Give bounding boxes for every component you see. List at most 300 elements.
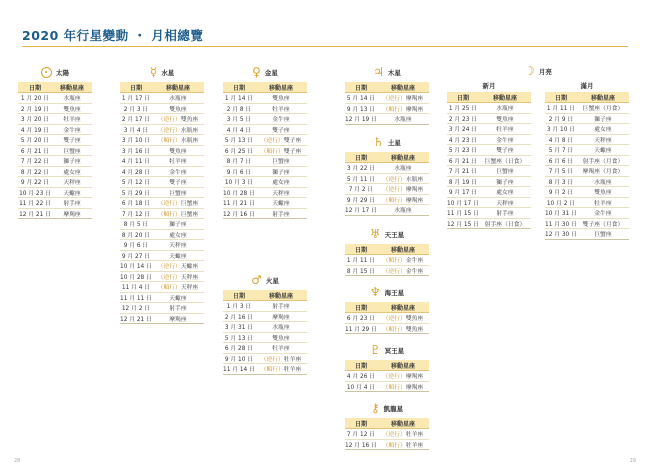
- motion-status: （逆行）: [382, 268, 406, 275]
- pluto-table: [345, 360, 429, 392]
- row-date: 9 月 22 日: [18, 177, 52, 188]
- row-sign: 金牛座: [577, 208, 629, 219]
- row-date: 4 月 8 日: [545, 134, 577, 145]
- row-date: 4 月 11 日: [120, 156, 152, 167]
- table-row: [120, 156, 204, 167]
- row-sign-cell: [255, 364, 307, 375]
- row-date: 3 月 10 日: [120, 135, 152, 146]
- row-sign: 摩羯座: [405, 374, 424, 381]
- row-sign: 牡羊座: [255, 103, 307, 114]
- table-row: [545, 145, 629, 156]
- row-sign: 雙魚座: [405, 316, 424, 323]
- row-sign: 水瓶座: [180, 127, 199, 134]
- planet-name: 木星: [387, 68, 401, 77]
- row-date: 12 月 17 日: [345, 205, 377, 216]
- row-sign: 處女座: [255, 177, 307, 188]
- uranus-icon: ♅: [369, 227, 381, 241]
- row-date: 1 月 11 日: [545, 103, 577, 114]
- table-row: [223, 322, 307, 333]
- col-date: 日期: [545, 92, 577, 103]
- table-row: [223, 353, 307, 364]
- planet-name: 冥王星: [384, 346, 405, 355]
- new-moon-title: 新月: [482, 82, 496, 90]
- planet-name: 太陽: [56, 68, 69, 77]
- row-sign-cell: [152, 271, 204, 282]
- row-date: 10 月 28 日: [223, 187, 255, 198]
- row-date: 1 月 25 日: [447, 103, 479, 114]
- row-sign: 射手座: [255, 208, 307, 219]
- table-row: [447, 197, 531, 208]
- page-title: 2020 年行星變動 ・ 月相總覽: [22, 28, 204, 43]
- col-date: 日期: [223, 82, 255, 93]
- row-sign: 巨蟹座: [577, 229, 629, 240]
- row-sign-cell: [377, 429, 429, 440]
- row-sign: 巨蟹座: [180, 211, 199, 218]
- title-rule: [22, 46, 628, 47]
- table-row: [223, 198, 307, 209]
- motion-status: （逆行）: [260, 356, 284, 363]
- venus-block: [223, 64, 307, 219]
- row-date: 2 月 3 日: [120, 103, 152, 114]
- planet-name: 土星: [387, 138, 401, 147]
- row-sign: 摩羯座: [405, 187, 424, 194]
- table-row: [345, 439, 429, 450]
- row-sign: 牡羊座: [283, 367, 302, 374]
- table-row: [120, 208, 204, 219]
- row-date: 8 月 20 日: [120, 229, 152, 240]
- row-date: 9 月 2 日: [545, 187, 577, 198]
- row-date: 4 月 4 日: [223, 124, 255, 135]
- row-sign-cell: [152, 282, 204, 293]
- table-row: [120, 219, 204, 230]
- row-date: 11 月 21 日: [223, 198, 255, 209]
- motion-status: （逆行）: [382, 176, 406, 183]
- table-row: [120, 198, 204, 209]
- row-sign: 巨蟹座: [52, 145, 92, 156]
- row-sign-cell: [377, 381, 429, 392]
- col-move: 移動星座: [577, 92, 629, 103]
- row-date: 9 月 29 日: [345, 194, 377, 205]
- row-date: 1 月 20 日: [18, 93, 52, 104]
- table-row: [447, 134, 531, 145]
- row-date: 12 月 19 日: [345, 114, 377, 125]
- table-row: [120, 135, 204, 146]
- row-date: 2 月 23 日: [447, 113, 479, 124]
- row-sign: 巨蟹座: [255, 156, 307, 167]
- row-date: 1 月 14 日: [223, 93, 255, 104]
- row-date: 6 月 23 日: [345, 313, 377, 324]
- motion-status: （順行）: [382, 197, 406, 204]
- chiron-block: [345, 400, 429, 450]
- row-sign: 金牛座: [52, 124, 92, 135]
- row-sign: 水瓶座: [152, 93, 204, 104]
- moon-icon: ☽: [524, 64, 535, 78]
- row-date: 5 月 11 日: [345, 173, 377, 184]
- row-date: 1 月 3 日: [223, 301, 255, 312]
- row-date: 4 月 26 日: [345, 371, 377, 382]
- row-sign: 獅子座: [52, 156, 92, 167]
- table-row: [223, 103, 307, 114]
- table-row: [545, 218, 629, 229]
- row-sign: 雙子座: [152, 177, 204, 188]
- table-row: [120, 93, 204, 104]
- table-row: [223, 301, 307, 312]
- row-sign: 牡羊座: [52, 114, 92, 125]
- table-row: [345, 255, 429, 266]
- table-row: [345, 429, 429, 440]
- col-move: 移動星座: [52, 82, 92, 93]
- row-date: 11 月 29 日: [345, 323, 377, 334]
- row-date: 2 月 16 日: [223, 311, 255, 322]
- row-date: 7 月 2 日: [345, 184, 377, 195]
- planet-name: 金星: [264, 68, 278, 77]
- uranus-block: [345, 226, 429, 276]
- row-sign: 天秤座: [255, 187, 307, 198]
- col-move: 移動星座: [377, 360, 429, 371]
- table-row: [120, 166, 204, 177]
- row-sign: 天秤座: [479, 197, 531, 208]
- table-row: [120, 292, 204, 303]
- row-date: 7 月 22 日: [18, 156, 52, 167]
- row-sign-cell: [255, 135, 307, 146]
- row-date: 6 月 6 日: [545, 155, 577, 166]
- new-moon-table: [447, 92, 531, 229]
- row-date: 12 月 16 日: [345, 439, 377, 450]
- saturn-table: [345, 152, 429, 216]
- row-sign: 雙魚座: [180, 117, 199, 124]
- row-sign-cell: [377, 439, 429, 450]
- row-sign: 射手座: [152, 303, 204, 314]
- motion-status: （順行）: [157, 138, 181, 145]
- row-date: 2 月 17 日: [120, 114, 152, 125]
- row-sign: 雙魚座: [255, 332, 307, 343]
- venus-icon: ♀: [252, 65, 261, 79]
- row-sign: 天蠍座: [577, 145, 629, 156]
- neptune-block: [345, 284, 429, 334]
- row-sign-cell: [377, 265, 429, 276]
- table-row: [120, 240, 204, 251]
- row-sign: 巨蟹座: [152, 187, 204, 198]
- row-sign: 摩羯座: [52, 208, 92, 219]
- row-sign: 處女座: [152, 229, 204, 240]
- row-sign: 水瓶座: [405, 176, 424, 183]
- motion-status: （順行）: [157, 211, 181, 218]
- row-date: 12 月 21 日: [18, 208, 52, 219]
- row-date: 11 月 14 日: [223, 364, 255, 375]
- motion-status: （逆行）: [382, 96, 406, 103]
- row-sign: 巨蟹座: [479, 166, 531, 177]
- row-sign: 摩羯座: [152, 313, 204, 324]
- row-date: 12 月 2 日: [120, 303, 152, 314]
- table-row: [545, 166, 629, 177]
- table-row: [223, 93, 307, 104]
- row-sign: 巨蟹座（日食）: [479, 155, 531, 166]
- table-row: [120, 303, 204, 314]
- row-sign: 雙魚座: [479, 113, 531, 124]
- col-move: 移動星座: [377, 418, 429, 429]
- row-sign: 雙子座: [52, 135, 92, 146]
- planet-name: 火星: [265, 276, 279, 285]
- row-date: 12 月 16 日: [223, 208, 255, 219]
- sun-block: [18, 64, 92, 219]
- row-date: 2 月 8 日: [223, 103, 255, 114]
- row-date: 9 月 13 日: [345, 103, 377, 114]
- table-row: [18, 124, 92, 135]
- row-date: 3 月 22 日: [345, 163, 377, 174]
- row-sign: 水瓶座: [180, 138, 199, 145]
- sun-icon: [41, 67, 52, 78]
- row-date: 12 月 15 日: [447, 218, 479, 229]
- row-date: 10 月 31 日: [545, 208, 577, 219]
- row-date: 4 月 23 日: [447, 134, 479, 145]
- row-sign-cell: [377, 184, 429, 195]
- full-moon-block: [545, 80, 629, 240]
- planet-name: 凱龍星: [383, 404, 404, 413]
- table-row: [120, 282, 204, 293]
- table-row: [223, 208, 307, 219]
- row-date: 6 月 25 日: [223, 145, 255, 156]
- row-sign: 天秤座: [180, 285, 199, 292]
- table-row: [545, 229, 629, 240]
- row-date: 3 月 24 日: [447, 124, 479, 135]
- table-row: [345, 381, 429, 392]
- table-row: [447, 145, 531, 156]
- row-date: 7 月 5 日: [545, 166, 577, 177]
- table-row: [120, 145, 204, 156]
- table-row: [545, 124, 629, 135]
- row-sign: 雙子座: [283, 148, 302, 155]
- row-sign: 天蠍座: [180, 264, 199, 271]
- motion-status: （順行）: [382, 442, 406, 449]
- table-row: [223, 135, 307, 146]
- table-row: [18, 156, 92, 167]
- full-moon-table: [545, 92, 629, 240]
- row-sign: 雙魚座: [577, 187, 629, 198]
- table-row: [447, 187, 531, 198]
- col-date: 日期: [345, 418, 377, 429]
- mars-block: [223, 272, 307, 375]
- table-row: [223, 364, 307, 375]
- table-row: [120, 103, 204, 114]
- col-date: 日期: [18, 82, 52, 93]
- col-move: 移動星座: [255, 82, 307, 93]
- row-sign-cell: [152, 261, 204, 272]
- col-move: 移動星座: [377, 82, 429, 93]
- row-date: 8 月 7 日: [223, 156, 255, 167]
- motion-status: （順行）: [382, 384, 406, 391]
- row-sign: 獅子座: [255, 166, 307, 177]
- row-sign: 金牛座: [405, 268, 424, 275]
- row-sign: 摩羯座: [405, 96, 424, 103]
- table-row: [447, 218, 531, 229]
- row-date: 3 月 16 日: [120, 145, 152, 156]
- row-sign: 射手座: [255, 301, 307, 312]
- motion-status: （逆行）: [260, 138, 284, 145]
- row-sign-cell: [255, 353, 307, 364]
- motion-status: （順行）: [382, 258, 406, 265]
- table-row: [120, 114, 204, 125]
- table-row: [223, 187, 307, 198]
- table-row: [120, 124, 204, 135]
- table-row: [447, 155, 531, 166]
- row-date: 10 月 4 日: [345, 381, 377, 392]
- table-row: [345, 194, 429, 205]
- row-sign: 雙魚座: [255, 93, 307, 104]
- col-move: 移動星座: [377, 302, 429, 313]
- row-date: 8 月 3 日: [545, 176, 577, 187]
- row-date: 9 月 17 日: [447, 187, 479, 198]
- col-date: 日期: [345, 152, 377, 163]
- row-date: 5 月 29 日: [120, 187, 152, 198]
- table-row: [223, 166, 307, 177]
- col-move: 移動星座: [255, 290, 307, 301]
- row-sign: 牡羊座: [577, 197, 629, 208]
- table-row: [447, 113, 531, 124]
- table-row: [545, 208, 629, 219]
- row-date: 3 月 10 日: [545, 124, 577, 135]
- row-sign: 雙魚座: [152, 103, 204, 114]
- row-date: 8 月 15 日: [345, 265, 377, 276]
- row-sign: 天秤座: [577, 134, 629, 145]
- row-date: 8 月 19 日: [447, 176, 479, 187]
- motion-status: （逆行）: [157, 117, 181, 124]
- jupiter-block: [345, 64, 429, 125]
- row-date: 12 月 30 日: [545, 229, 577, 240]
- row-sign: 獅子座: [577, 113, 629, 124]
- row-sign: 雙魚座: [152, 145, 204, 156]
- table-row: [18, 208, 92, 219]
- row-sign-cell: [377, 313, 429, 324]
- row-sign: 水瓶座: [479, 103, 531, 114]
- row-sign: 牡羊座: [405, 432, 424, 439]
- row-sign: 天蠍座: [52, 187, 92, 198]
- table-row: [18, 93, 92, 104]
- motion-status: （順行）: [260, 367, 284, 374]
- chiron-icon: ⚷: [370, 401, 380, 415]
- planet-name: 水星: [161, 68, 175, 77]
- table-row: [345, 313, 429, 324]
- row-date: 9 月 10 日: [223, 353, 255, 364]
- table-row: [447, 124, 531, 135]
- full-moon-title: 滿月: [580, 82, 594, 90]
- row-sign-cell: [152, 114, 204, 125]
- row-sign: 水瓶座: [52, 93, 92, 104]
- row-sign: 處女座: [52, 166, 92, 177]
- row-sign: 摩羯座: [405, 384, 424, 391]
- mercury-icon: ☿: [149, 65, 158, 79]
- row-date: 10 月 28 日: [120, 271, 152, 282]
- uranus-table: [345, 244, 429, 276]
- saturn-icon: ♄: [373, 135, 384, 149]
- table-row: [447, 166, 531, 177]
- row-sign: 摩羯座: [255, 311, 307, 322]
- motion-status: （順行）: [260, 148, 284, 155]
- row-date: 4 月 28 日: [120, 166, 152, 177]
- motion-status: （逆行）: [382, 316, 406, 323]
- saturn-block: [345, 134, 429, 216]
- row-date: 10 月 23 日: [18, 187, 52, 198]
- table-row: [345, 323, 429, 334]
- row-sign: 處女座: [479, 187, 531, 198]
- table-row: [223, 124, 307, 135]
- row-sign: 天蠍座: [152, 250, 204, 261]
- row-date: 8 月 5 日: [120, 219, 152, 230]
- row-date: 10 月 17 日: [447, 197, 479, 208]
- row-sign: 牡羊座: [152, 156, 204, 167]
- mercury-table: [120, 82, 204, 324]
- motion-status: （順行）: [157, 285, 181, 292]
- row-sign-cell: [377, 173, 429, 184]
- row-sign-cell: [377, 194, 429, 205]
- col-date: 日期: [345, 360, 377, 371]
- motion-status: （順行）: [382, 106, 406, 113]
- row-date: 5 月 20 日: [18, 135, 52, 146]
- row-sign-cell: [152, 208, 204, 219]
- motion-status: （逆行）: [157, 201, 181, 208]
- row-date: 3 月 4 日: [120, 124, 152, 135]
- neptune-icon: ♆: [369, 285, 381, 299]
- table-row: [223, 177, 307, 188]
- planet-name: 天王星: [384, 230, 405, 239]
- row-sign-cell: [377, 255, 429, 266]
- row-sign-cell: [152, 124, 204, 135]
- table-row: [18, 103, 92, 114]
- row-sign: 雙子座: [283, 138, 302, 145]
- row-date: 5 月 14 日: [345, 93, 377, 104]
- row-sign: 巨蟹座（月食）: [577, 103, 629, 114]
- table-row: [223, 332, 307, 343]
- row-sign: 射手座（日食）: [479, 218, 531, 229]
- jupiter-table: [345, 82, 429, 125]
- row-sign: 摩羯座: [405, 106, 424, 113]
- row-sign: 水瓶座: [577, 176, 629, 187]
- row-date: 5 月 23 日: [447, 145, 479, 156]
- row-sign: 水瓶座: [377, 205, 429, 216]
- row-date: 11 月 15 日: [447, 208, 479, 219]
- row-sign: 天秤座: [52, 177, 92, 188]
- row-date: 9 月 27 日: [120, 250, 152, 261]
- row-date: 9 月 6 日: [120, 240, 152, 251]
- table-row: [545, 176, 629, 187]
- table-row: [223, 343, 307, 354]
- table-row: [345, 184, 429, 195]
- motion-status: （逆行）: [382, 187, 406, 194]
- row-date: 6 月 21 日: [447, 155, 479, 166]
- motion-status: （順行）: [382, 326, 406, 333]
- table-row: [223, 114, 307, 125]
- table-row: [345, 163, 429, 174]
- mars-icon: ♂: [251, 273, 262, 287]
- row-sign: 金牛座: [255, 114, 307, 125]
- table-row: [447, 103, 531, 114]
- table-row: [545, 155, 629, 166]
- row-date: 7 月 12 日: [345, 429, 377, 440]
- table-row: [18, 187, 92, 198]
- moon-name: 月亮: [538, 67, 552, 76]
- table-row: [545, 103, 629, 114]
- table-row: [545, 113, 629, 124]
- row-sign: 牡羊座: [255, 343, 307, 354]
- row-date: 11 月 11 日: [120, 292, 152, 303]
- table-row: [18, 198, 92, 209]
- row-date: 1 月 11 日: [345, 255, 377, 266]
- row-sign-cell: [377, 371, 429, 382]
- row-date: 7 月 21 日: [447, 166, 479, 177]
- motion-status: （逆行）: [157, 127, 181, 134]
- col-date: 日期: [345, 82, 377, 93]
- pluto-block: [345, 342, 429, 392]
- row-date: 3 月 5 日: [223, 114, 255, 125]
